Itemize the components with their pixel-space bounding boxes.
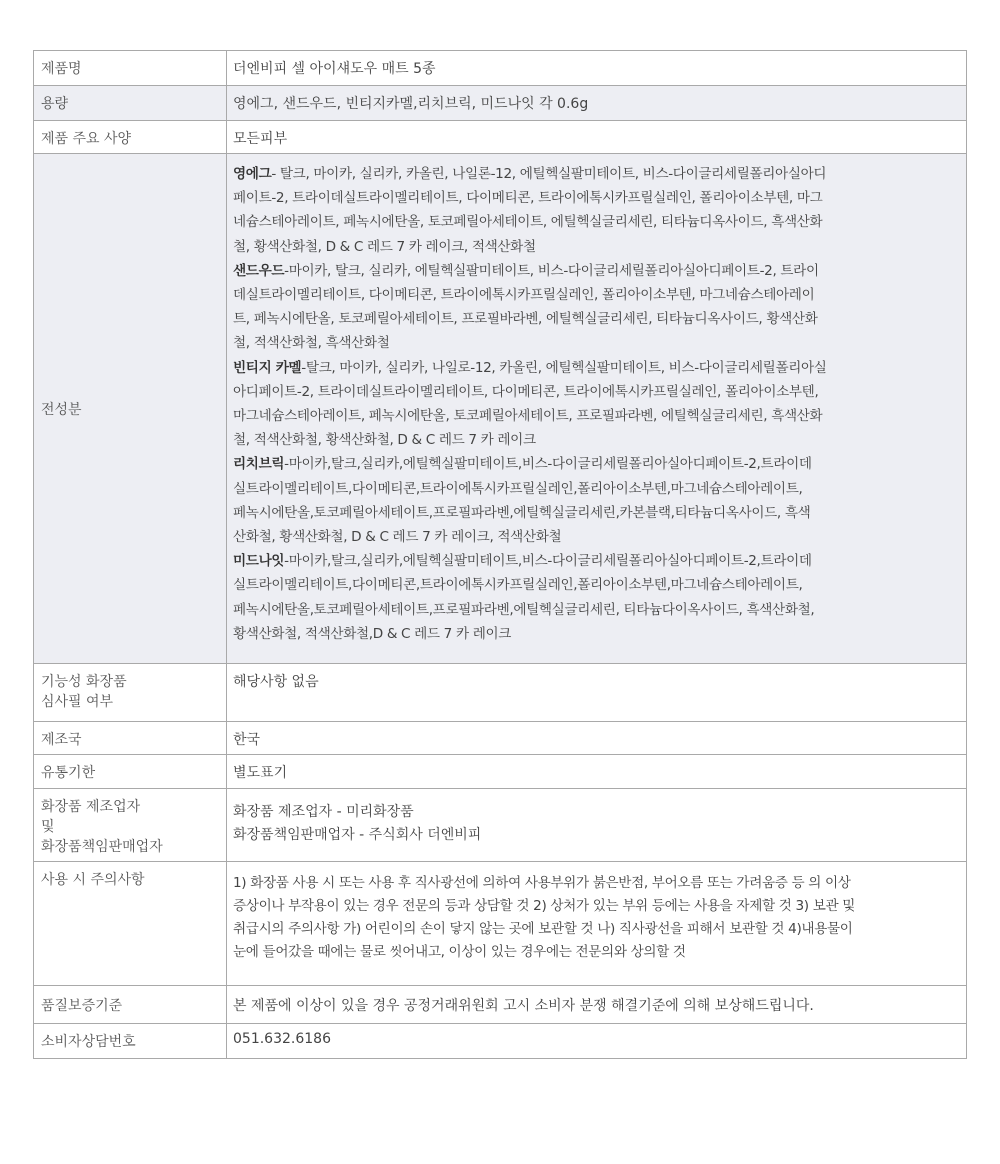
functional-review-label bbox=[34, 664, 227, 722]
ingredient-line: 데실트라이멜리테이트, 다이메티콘, 트라이에톡시카프릴실레인, 폴리아이소부텐, 마그네슘스테아레이 bbox=[233, 287, 815, 304]
shade-name: 영에그 bbox=[233, 166, 272, 182]
capacity-value: 영에그, 샌드우드, 빈티지카멜,리치브릭, 미드나잇 각 0.6g bbox=[227, 86, 967, 121]
shade-name: 빈티지 카멜 bbox=[233, 359, 302, 376]
product-name-value: 더엔비피 셀 아이섀도우 매트 5종 bbox=[227, 51, 967, 86]
row-capacity bbox=[34, 86, 967, 121]
capacity-label: 용량 bbox=[34, 86, 227, 121]
ingredients-value bbox=[227, 154, 967, 664]
row-ingredients bbox=[34, 154, 967, 664]
ingredient-shade bbox=[233, 549, 958, 646]
ingredient-line: -마이카,탈크,실리카,에틸헥실팔미테이트,비스-다이글리세릴폴리아실아디페이트-2,트라이데 bbox=[284, 553, 812, 570]
ingredient-line: 페녹시에탄올,토코페릴아세테이트,프로필파라벤,에틸헥실글리세린, 티타늄다이옥사이드, 흑색산화철, bbox=[233, 601, 815, 618]
ingredient-shade bbox=[233, 259, 958, 356]
quality-guarantee-label: 품질보증기준 bbox=[34, 986, 227, 1024]
shade-name: 미드나잇 bbox=[233, 553, 285, 570]
functional-review-label-line: 심사필 여부 bbox=[41, 694, 114, 710]
ingredient-line: 실트라이멜리테이트,다이메티콘,트라이에톡시카프릴실레인,폴리아이소부텐,마그네슘스테아레이트, bbox=[233, 480, 803, 497]
ingredient-line: 트, 페녹시에탄올, 토코페릴아세테이트, 프로필바라벤, 에틸헥실글리세린, 티타늄디옥사이드, 황색산화 bbox=[233, 311, 818, 328]
main-spec-label: 제품 주요 사양 bbox=[34, 121, 227, 154]
ingredient-line: 철, 황색산화철, D & C 레드 7 카 레이크, 적색산화철 bbox=[233, 238, 536, 255]
manufacturer-label bbox=[34, 789, 227, 862]
manufacturer-value-line: 화장품책임판매업자 - 주식회사 더엔비피 bbox=[233, 827, 482, 843]
ingredient-line: -탈크, 마이카, 실리카, 나일로-12, 카올린, 에틸헥실팔미테이트, 비스-다이글리세릴폴리아실 bbox=[301, 359, 827, 376]
consumer-phone-label: 소비자상담번호 bbox=[34, 1024, 227, 1059]
manufacturer-value bbox=[227, 789, 967, 862]
row-expiry bbox=[34, 755, 967, 789]
precautions-label: 사용 시 주의사항 bbox=[34, 862, 227, 986]
ingredient-line: 아디페이트-2, 트라이데실트라이멜리테이트, 다이메티콘, 트라이에톡시카프릴실레인, 폴리아이소부텐, bbox=[233, 383, 819, 400]
expiry-value: 별도표기 bbox=[227, 755, 967, 789]
ingredient-line: -마이카, 탈크, 실리카, 에틸헥실팔미테이트, 비스-다이글리세릴폴리아실아디페이트-2, 트라이 bbox=[284, 262, 819, 279]
manufacturer-label-line: 및 bbox=[41, 819, 55, 835]
ingredient-line: 네슘스테아레이트, 페녹시에탄올, 토코페릴아세테이트, 에틸헥실글리세린, 티타늄디옥사이드, 흑색산화 bbox=[233, 214, 823, 231]
country-value: 한국 bbox=[227, 722, 967, 755]
functional-review-label-line: 기능성 화장품 bbox=[41, 674, 127, 690]
manufacturer-label-line: 화장품 제조업자 bbox=[41, 799, 141, 815]
ingredient-line: 철, 적색산화철, 흑색산화철 bbox=[233, 335, 390, 352]
precautions-line: 취급시의 주의사항 가) 어린이의 손이 닿지 않는 곳에 보관할 것 나) 직사광선을 피해서 보관할 것 4)내용물이 bbox=[233, 921, 853, 937]
functional-review-value: 해당사항 없음 bbox=[227, 664, 967, 722]
ingredient-line: 페이트-2, 트라이데실트라이멜리테이트, 다이메티콘, 트라이에톡시카프릴실레인, 폴리아이소부텐, 마그 bbox=[233, 190, 823, 207]
ingredients-label: 전성분 bbox=[34, 154, 227, 664]
ingredient-line: 황색산화철, 적색산화철,D & C 레드 7 카 레이크 bbox=[233, 625, 512, 642]
manufacturer-value-line: 화장품 제조업자 - 미리화장품 bbox=[233, 804, 414, 820]
ingredient-shade bbox=[233, 356, 958, 453]
product-info-table bbox=[33, 50, 967, 1059]
row-quality-guarantee bbox=[34, 986, 967, 1024]
ingredients-list bbox=[233, 161, 958, 646]
precautions-line: 1) 화장품 사용 시 또는 사용 후 직사광선에 의하여 사용부위가 붉은반점, 부어오름 또는 가려움증 등 의 이상 bbox=[233, 875, 851, 891]
row-manufacturer bbox=[34, 789, 967, 862]
precautions-text bbox=[233, 872, 958, 964]
row-functional-review bbox=[34, 664, 967, 722]
manufacturer-label-line: 화장품책임판매업자 bbox=[41, 839, 163, 855]
row-consumer-phone bbox=[34, 1024, 967, 1059]
ingredient-line: 실트라이멜리테이트,다이메티콘,트라이에톡시카프릴실레인,폴리아이소부텐,마그네슘스테아레이트, bbox=[233, 577, 803, 594]
precautions-line: 증상이나 부작용이 있는 경우 전문의 등과 상담할 것 2) 상처가 있는 부위 등에는 사용을 자제할 것 3) 보관 및 bbox=[233, 898, 856, 914]
row-main-spec bbox=[34, 121, 967, 154]
ingredient-line: 철, 적색산화철, 황색산화철, D & C 레드 7 카 레이크 bbox=[233, 432, 536, 449]
precautions-value bbox=[227, 862, 967, 986]
row-precautions bbox=[34, 862, 967, 986]
ingredient-line: 마그네슘스테아레이트, 페녹시에탄올, 토코페릴아세테이트, 프로필파라벤, 에틸헥실글리세린, 흑색산화 bbox=[233, 408, 823, 425]
country-label: 제조국 bbox=[34, 722, 227, 755]
ingredient-line: 산화철, 황색산화철, D & C 레드 7 카 레이크, 적색산화철 bbox=[233, 529, 562, 546]
shade-name: 리치브릭 bbox=[233, 456, 285, 473]
expiry-label: 유통기한 bbox=[34, 755, 227, 789]
product-name-label: 제품명 bbox=[34, 51, 227, 86]
ingredient-line: 페녹시에탄올,토코페릴아세테이트,프로필파라벤,에틸헥실글리세린,카본블랙,티타늄디옥사이드, 흑색 bbox=[233, 504, 811, 521]
row-product-name bbox=[34, 51, 967, 86]
precautions-line: 눈에 들어갔을 때에는 물로 씻어내고, 이상이 있는 경우에는 전문의와 상의할 것 bbox=[233, 944, 686, 960]
quality-guarantee-value: 본 제품에 이상이 있을 경우 공정거래위원회 고시 소비자 분쟁 해결기준에 의해 보상해드립니다. bbox=[227, 986, 967, 1024]
ingredient-line: - 탈크, 마이카, 실리카, 카올린, 나일론-12, 에틸헥실팔미테이트, 비스-다이글리세릴폴리아실아디 bbox=[271, 166, 827, 182]
shade-name: 샌드우드 bbox=[233, 262, 285, 279]
ingredient-shade bbox=[233, 162, 958, 259]
ingredient-line: -마이카,탈크,실리카,에틸헥실팔미테이트,비스-다이글리세릴폴리아실아디페이트-2,트라이데 bbox=[284, 456, 812, 473]
row-country bbox=[34, 722, 967, 755]
ingredient-shade bbox=[233, 452, 958, 549]
consumer-phone-value: 051.632.6186 bbox=[227, 1024, 967, 1059]
main-spec-value: 모든피부 bbox=[227, 121, 967, 154]
